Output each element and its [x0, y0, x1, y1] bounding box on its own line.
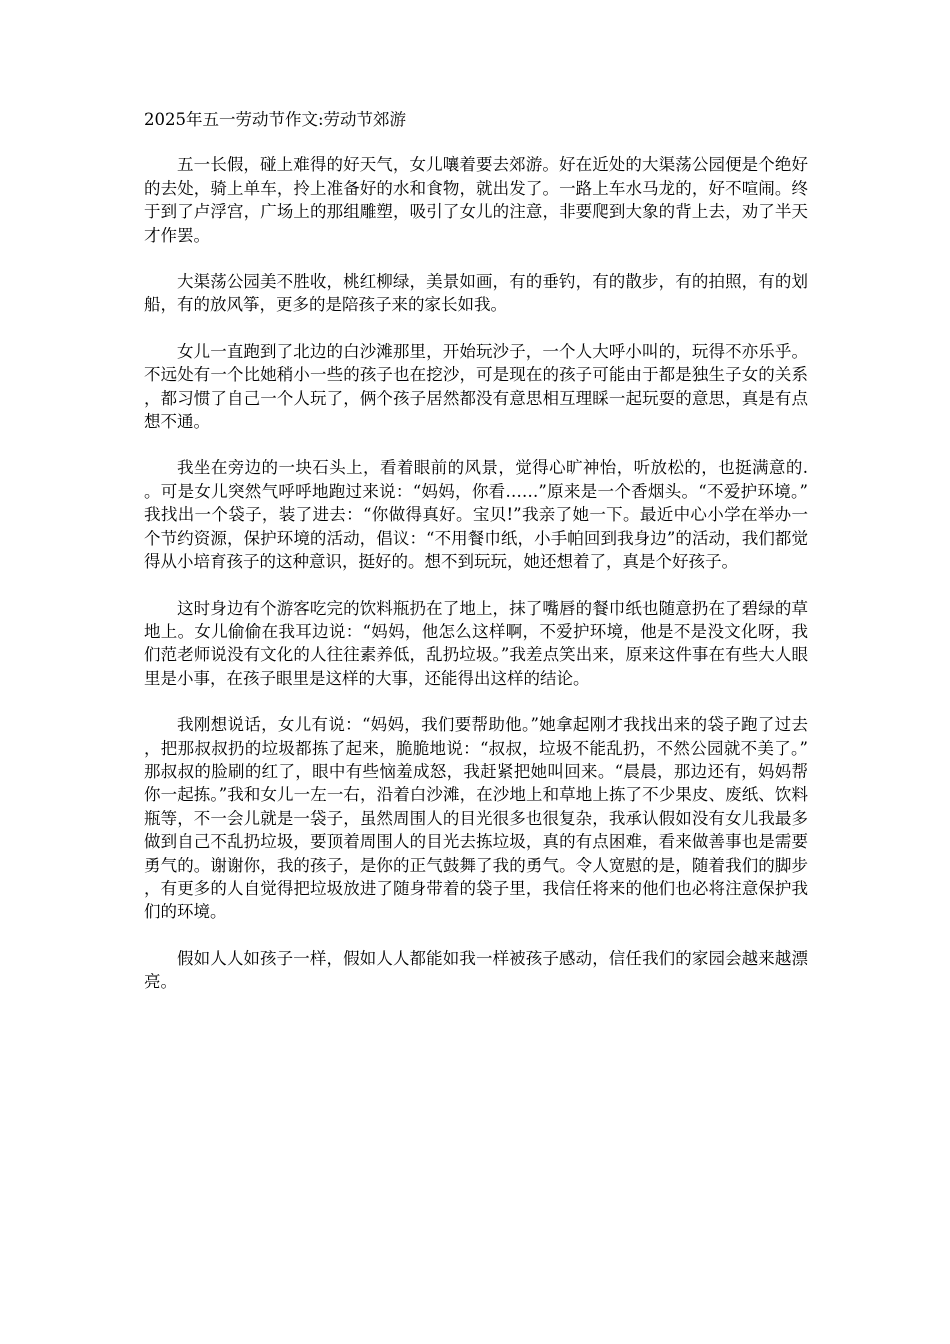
paragraph-4: 我坐在旁边的一块石头上，看着眼前的风景，觉得心旷神怡，听放松的，也挺满意的.。可是女儿突然气呼呼地跑过来说：“妈妈，你看……”原来是一个香烟头。“不爱护环境。”我找出一个袋子，装了进去：“你做得真好。宝贝!”我亲了她一下。最近中心小学在举办一个节约资源，保护环境的活动，倡议：“不用餐巾纸，小手帕回到我身边”的活动，我们都觉得从小培育孩子的这种意识，挺好的。想不到玩玩，她还想着了，真是个好孩子。 — [144, 458, 808, 572]
document-page — [144, 108, 808, 1017]
document-title: 2025年五一劳动节作文:劳动节郊游 — [144, 110, 407, 129]
paragraph-2: 大渠荡公园美不胜收，桃红柳绿，美景如画，有的垂钓，有的散步，有的拍照，有的划船，有的放风筝，更多的是陪孩子来的家长如我。 — [144, 272, 808, 315]
paragraph-1: 五一长假，碰上难得的好天气，女儿嚷着要去郊游。好在近处的大渠荡公园便是个绝好的去处，骑上单车，拎上准备好的水和食物，就出发了。一路上车水马龙的，好不喧闹。终于到了卢浮宫，广场上的那组雕塑，吸引了女儿的注意，非要爬到大象的背上去，劝了半天才作罢。 — [144, 155, 808, 245]
paragraph-5: 这时身边有个游客吃完的饮料瓶扔在了地上，抹了嘴唇的餐巾纸也随意扔在了碧绿的草地上。女儿偷偷在我耳边说：“妈妈，他怎么这样啊，不爱护环境，他是不是没文化呀，我们范老师说没有文化的人往往素养低，乱扔垃圾。”我差点笑出来，原来这件事在有些大人眼里是小事，在孩子眼里是这样的大事，还能得出这样的结论。 — [144, 598, 808, 688]
paragraph-7: 假如人人如孩子一样，假如人人都能如我一样被孩子感动，信任我们的家园会越来越漂亮。 — [144, 948, 808, 992]
paragraph-3: 女儿一直跑到了北边的白沙滩那里，开始玩沙子，一个人大呼小叫的，玩得不亦乐乎。不远处有一个比她稍小一些的孩子也在挖沙，可是现在的孩子可能由于都是独生子女的关系，都习惯了自己一个人玩了，俩个孩子居然都没有意思相互理睬一起玩耍的意思，真是有点想不通。 — [144, 341, 808, 432]
paragraph-6: 我刚想说话，女儿有说：“妈妈，我们要帮助他。”她拿起刚才我找出来的袋子跑了过去，把那叔叔扔的垃圾都拣了起来，脆脆地说：“叔叔，垃圾不能乱扔，不然公园就不美了。”那叔叔的脸刷的红了，眼中有些恼羞成怒，我赶紧把她叫回来。“晨晨，那边还有，妈妈帮你一起拣。”我和女儿一左一右，沿着白沙滩，在沙地上和草地上拣了不少果皮、废纸、饮料瓶等，不一会儿就是一袋子，虽然周围人的目光很多也很复杂，我承认假如没有女儿我最多做到自己不乱扔垃圾，要顶着周围人的目光去拣垃圾，真的有点困难，看来做善事也是需要勇气的。谢谢你，我的孩子，是你的正气鼓舞了我的勇气。令人宽慰的是，随着我们的脚步，有更多的人自觉得把垃圾放进了随身带着的袋子里，我信任将来的他们也必将注意保护我们的环境。 — [144, 715, 808, 922]
